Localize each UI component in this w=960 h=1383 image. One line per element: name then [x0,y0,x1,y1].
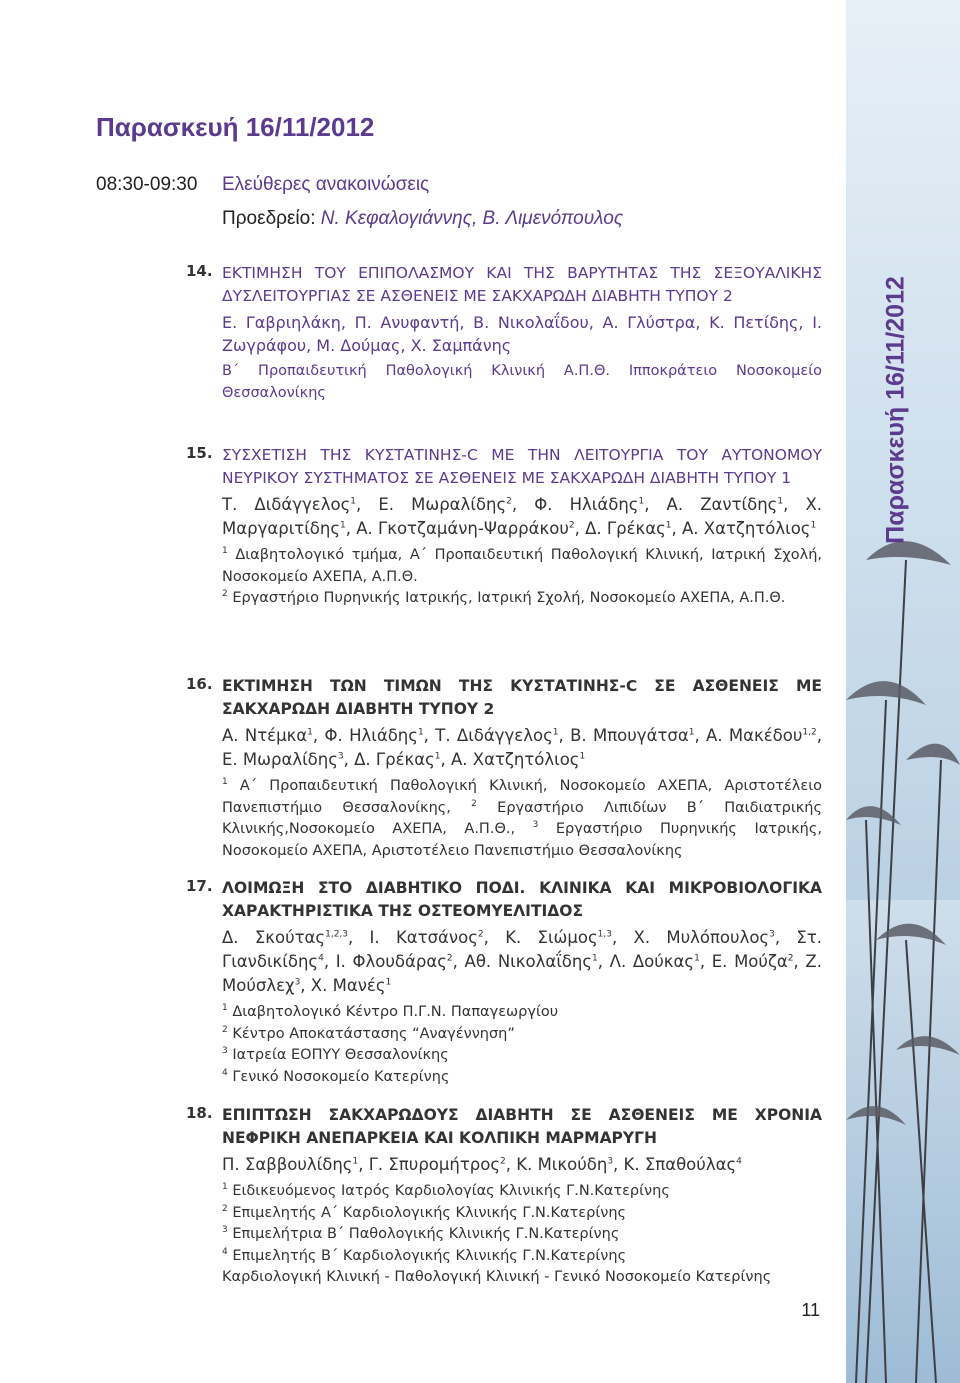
abstract-affiliation: $^1$ Ειδικευόμενος Ιατρός Καρδιολογίας Κλινικής Γ.Ν.Κατερίνης [222,1182,670,1199]
abstract-number: 15. [186,444,213,462]
abstract-authors: Δ. Σκούτας$^{1,2,3}$, Ι. Κατσάνος$^2$, Κ. Σιώμος$^{1,3}$, Χ. Μυλόπουλος$^3$, Στ. Γιανδικίδης$^4$, Ι. Φλουδάρας$^2$, Αθ. Νικολαΐδης$^1$, Λ. Δούκας$^1$, Ε. Μούζα$^2$, Ζ. Μούσλεχ$^3$, Χ. Μανές$^1$ [222,928,822,995]
umbrella-canopy [866,541,951,565]
abstract-16 [186,675,822,862]
side-date-label: Παρασκευή 16/11/2012 [881,276,910,544]
abstract-affiliation: $^2$ Εργαστήριο Πυρηνικής Ιατρικής, Ιατρική Σχολή, Νοσοκομείο ΑΧΕΠΑ, Α.Π.Θ. [222,589,786,606]
abstract-authors: Τ. Διδάγγελος$^1$, Ε. Μωραλίδης$^2$, Φ. Ηλιάδης$^1$, Α. Ζαντίδης$^1$, Χ. Μαργαριτίδης$^1$, Α. Γκοτζαμάνη-Ψαρράκου$^2$, Δ. Γρέκας$^1$, Α. Χατζητόλιος$^1$ [222,495,822,538]
abstract-number: 14. [186,262,213,280]
umbrellas-illustration [846,0,960,1383]
abstract-affiliation: $^3$ Ιατρεία ΕΟΠΥΥ Θεσσαλονίκης [222,1046,449,1063]
abstract-title: ΕΠΙΠΤΩΣΗ ΣΑΚΧΑΡΩΔΟΥΣ ΔΙΑΒΗΤΗ ΣΕ ΑΣΘΕΝΕΙΣ ΜΕ ΧΡΟΝΙΑ ΝΕΦΡΙΚΗ ΑΝΕΠΑΡΚΕΙΑ ΚΑΙ ΚΟΛΠΙΚΗ ΜΑΡΜΑΡΥΓΗ [222,1106,822,1147]
abstract-affiliation: Β΄ Προπαιδευτική Παθολογική Κλινική Α.Π.Θ. Ιπποκράτειο Νοσοκομείο Θεσσαλονίκης [222,363,822,401]
abstract-number: 18. [186,1104,213,1122]
abstract-affiliation: $^4$ Γενικό Νοσοκομείο Κατερίνης [222,1067,450,1085]
abstract-affiliation: $^2$ Κέντρο Αποκατάστασης “Αναγέννηση” [222,1024,515,1042]
abstract-affiliation: $^3$ Επιμελήτρια Β΄ Παθολογικής Κλινικής Γ.Ν.Κατερίνης [222,1225,620,1242]
session-header [96,174,816,196]
abstract-authors: Ε. Γαβριηλάκη, Π. Ανυφαντή, Β. Νικολαΐδου, Α. Γλύστρα, Κ. Πετίδης, Ι. Ζωγράφου, Μ. Δούμας, Χ. Σαμπάνης [222,313,822,355]
session-time: 08:30-09:30 [96,174,198,195]
abstract-affiliation: $^2$ Επιμελητής Α΄ Καρδιολογικής Κλινικής Γ.Ν.Κατερίνης [222,1203,627,1221]
abstract-17 [186,877,822,1088]
abstract-title: ΕΚΤΙΜΗΣΗ ΤΩΝ ΤΙΜΩΝ ΤΗΣ ΚΥΣΤΑΤΙΝΗΣ-C ΣΕ ΑΣΘΕΝΕΙΣ ΜΕ ΣΑΚΧΑΡΩΔΗ ΔΙΑΒΗΤΗ ΤΥΠΟΥ 2 [222,677,822,718]
chairs-label: Προεδρείο: [222,208,316,229]
abstract-14 [186,262,822,404]
chairs-names: Ν. Κεφαλογιάννης, Β. Λιμενόπουλος [320,208,624,229]
abstract-authors: Α. Ντέμκα$^1$, Φ. Ηλιάδης$^1$, Τ. Διδάγγελος$^1$, Β. Μπουγάτσα$^1$, Α. Μακέδου$^{1,2}$, Ε. Μωραλίδης$^3$, Δ. Γρέκας$^1$, Α. Χατζητόλιος$^1$ [222,726,822,769]
abstract-18 [186,1104,822,1289]
abstract-15 [186,444,822,610]
abstract-affiliation: $^1$ Διαβητολογικό τμήμα, Α΄ Προπαιδευτική Παθολογική Κλινική, Ιατρική Σχολή, Νοσοκομείο ΑΧΕΠΑ, Α.Π.Θ. [222,546,822,585]
page-number: 11 [801,1300,820,1320]
session-title: Ελεύθερες ανακοινώσεις [222,174,430,195]
abstract-number: 16. [186,675,213,693]
abstract-number: 17. [186,877,213,895]
abstract-title: ΣΥΣΧΕΤΙΣΗ ΤΗΣ ΚΥΣΤΑΤΙΝΗΣ-C ΜΕ ΤΗΝ ΛΕΙΤΟΥΡΓΙΑ ΤΟΥ ΑΥΤΟΝΟΜΟΥ ΝΕΥΡΙΚΟΥ ΣΥΣΤΗΜΑΤΟΣ ΣΕ ΑΣΘΕΝΕΙΣ ΜΕ ΣΑΚΧΑΡΩΔΗ ΔΙΑΒΗΤΗ ΤΥΠΟΥ 1 [222,446,822,487]
abstract-title: ΕΚΤΙΜΗΣΗ ΤΟΥ ΕΠΙΠΟΛΑΣΜΟΥ ΚΑΙ ΤΗΣ ΒΑΡΥΤΗΤΑΣ ΤΗΣ ΣΕΞΟΥΑΛΙΚΗΣ ΔΥΣΛΕΙΤΟΥΡΓΙΑΣ ΣΕ ΑΣΘΕΝΕΙΣ ΜΕ ΣΑΚΧΑΡΩΔΗ ΔΙΑΒΗΤΗ ΤΥΠΟΥ 2 [222,264,822,305]
sea-backdrop [846,900,960,1383]
abstract-affiliation: $^1$ Α΄ Προπαιδευτική Παθολογική Κλινική, Νοσοκομείο ΑΧΕΠΑ, Αριστοτέλειο Πανεπιστήμιο Θεσσαλονίκης, $^2$ Εργαστήριο Λιπιδίων Β΄ Παιδιατρικής Κλινικής,Νοσοκομείο ΑΧΕΠΑ, Α.Π.Θ., $^3$ Εργαστήριο Πυρηνικής Ιατρικής, Νοσοκομείο ΑΧΕΠΑ, Αριστοτέλειο Πανεπιστήμιο Θεσσαλονίκης [222,777,822,859]
page-title: Παρασκευή 16/11/2012 [96,112,375,142]
umbrella-canopy [906,744,960,765]
abstract-affiliation: $^1$ Διαβητολογικό Κέντρο Π.Γ.Ν. Παπαγεωργίου [222,1003,559,1020]
abstract-affiliation: $^4$ Επιμελητής Β΄ Καρδιολογικής Κλινικής Γ.Ν.Κατερίνης [222,1246,627,1264]
abstract-authors: Π. Σαββουλίδης$^1$, Γ. Σπυρομήτρος$^2$, Κ. Μικούδη$^3$, Κ. Σπαθούλας$^4$ [222,1155,742,1174]
session-chairs [222,208,623,230]
abstract-title: ΛΟΙΜΩΞΗ ΣΤΟ ΔΙΑΒΗΤΙΚΟ ΠΟΔΙ. ΚΛΙΝΙΚΑ ΚΑΙ ΜΙΚΡΟΒΙΟΛΟΓΙΚΑ ΧΑΡΑΚΤΗΡΙΣΤΙΚΑ ΤΗΣ ΟΣΤΕΟΜΥΕΛΙΤΙΔΟΣ [222,879,822,920]
side-photo-panel [846,0,960,1383]
abstract-affiliation-footer: Καρδιολογική Κλινική - Παθολογική Κλινική - Γενικό Νοσοκομείο Κατερίνης [222,1269,772,1285]
